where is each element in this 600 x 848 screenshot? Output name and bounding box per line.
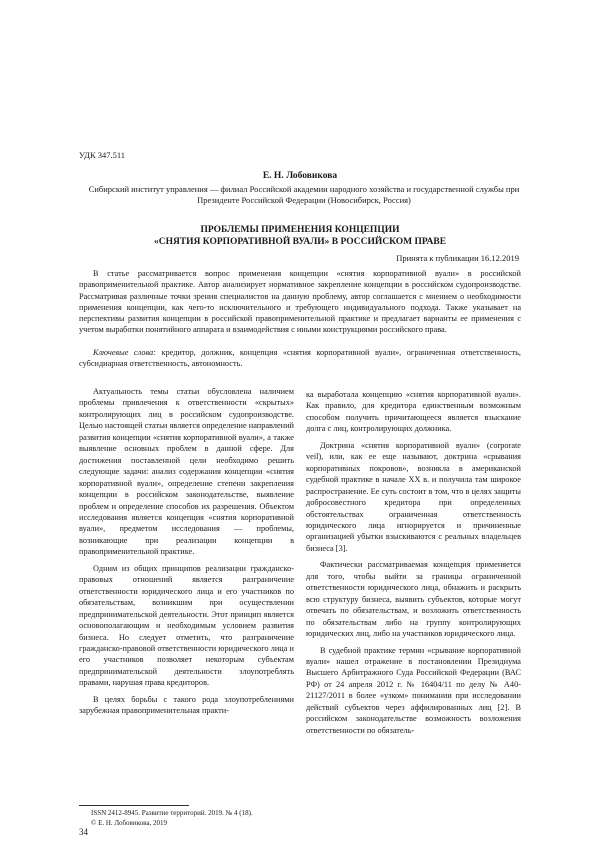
body-paragraph-continued: ка выработала концепцию «снятия корпоративной вуали». Как правило, для кредитора единственным возможным способом получить причитающееся является взыскание долга с лиц, контролирующих должника. xyxy=(306,390,521,434)
accepted-date: Принята к публикации 16.12.2019 xyxy=(396,253,519,263)
body-column-left xyxy=(79,386,294,722)
author-affiliation: Сибирский институт управления — филиал Российской академии народного хозяйства и государственной службы при Президенте Российской Федерации (Новосибирск, Россия) xyxy=(88,184,520,205)
footnote-divider xyxy=(79,805,189,806)
keywords-text: кредитор, должник, концепция «снятия корпоративной вуали», ограниченная ответственность, субсидиарная ответственность, автономность. xyxy=(79,348,521,369)
abstract: В статье рассматривается вопрос применения концепции «снятия корпоративной вуали» в российской правоприменительной практике. Автор анализирует нормативное закрепление концепции в российском судопроизводстве. Рассматривая различные точки зрения специалистов на данную проблему, автор соглашается с мнением о необходимости применения концепции, как чего-то исключительного и требующего индивидуального подхода. Также указывает на перспективы развития концепции в российской правоприменительной практике и предлагает варианты ее применения с учетом выработки понятийного аппарата и взаимодействия с иными конструкциями российского права. xyxy=(79,269,521,335)
footnote xyxy=(91,809,253,828)
body-paragraph: В целях борьбы с такого рода злоупотреблениями зарубежная правоприменительная практи- xyxy=(79,694,294,716)
udk-code: УДК 347.511 xyxy=(79,150,126,160)
title-line-2: «СНЯТИЯ КОРПОРАТИВНОЙ ВУАЛИ» В РОССИЙСКОМ ПРАВЕ xyxy=(153,237,447,247)
footnote-copyright: © Е. Н. Лобовикова, 2019 xyxy=(91,818,167,827)
body-paragraph: Фактически рассматриваемая концепция применяется для того, чтобы выйти за границы ограниченной ответственности юридического лица, обнажить и раскрыть всю структуру бизнеса, выявить субъектов, которые могут отвечать по обязательствам, и возложить ответственность по обязательствам либо на группу контролирующих юридических лиц, либо на участников юридического лица. xyxy=(306,560,521,639)
body-paragraph: Доктрина «снятия корпоративной вуали» (corporate veil), или, как ее еще называют, доктрина «срывания корпоративных покровов», возникла в американской судебной практике в начале XX в. и получила там широкое распространение. Ее суть состоит в том, что в целях защиты добросовестного кредитора при определенных обстоятельствах ограниченная ответственность юридического лица игнорируется и причиненные организацией убытки взыскиваются с реальных владельцев бизнеса [3]. xyxy=(306,440,521,553)
title-line-1: ПРОБЛЕМЫ ПРИМЕНЕНИЯ КОНЦЕПЦИИ xyxy=(200,225,400,235)
body-column-right xyxy=(306,389,521,741)
footnote-issn: ISSN 2412-8945. Развитие территорий. 2019. № 4 (18). xyxy=(91,809,253,817)
body-paragraph: Одним из общих принципов реализации гражданско-правовых отношений является разграничение ответственности юридического лица и его участников по обязательствам, возникшим при осуществлении предпринимательской деятельности. Этот принцип является основополагающим и необходимым условием развития бизнеса. Но следует отметить, что разграничение гражданско-правовой ответственности юридического лица и его участников позволяет некоторым субъектам предпринимательской деятельности злоупотреблять правами, нарушая права кредиторов. xyxy=(79,563,294,688)
author-name: Е. Н. Лобовикова xyxy=(262,171,338,181)
page-number: 34 xyxy=(79,827,88,837)
body-paragraph: В судебной практике термин «срывание корпоративной вуали» нашел отражение в постановлении Президиума Высшего Арбитражного Суда Российской Федерации (ВАС РФ) от 24 апреля 2012 г. № 16404/11 по делу № А40-21127/2011 в более «узком» понимании при исследовании действий субъектов через аффилированных лиц [2]. В российском законодательстве возможность возложения ответственности по обязатель- xyxy=(306,645,521,735)
keywords-label: Ключевые слова: xyxy=(93,348,156,357)
body-paragraph: Актуальность темы статьи обусловлена наличием проблемы привлечения к ответственности «скрытых» контролирующих лиц в российском судопроизводстве. Целью настоящей статьи является определение направлений развития концепции «снятия корпоративной вуали», а также выявление основных проблем в данной сфере. Для достижения поставленной цели необходимо решить следующие задачи: анализ содержания концепции «снятия корпоративной вуали», определение степени закрепления концепции в российском законодательстве, выявление проблем и определение способов их разрешения. Объектом исследования является концепция «снятия корпоративной вуали», предметом исследования — проблемы, возникающие при реализации концепции в правоприменительной практике. xyxy=(79,387,294,557)
article-title xyxy=(0,224,600,248)
keywords xyxy=(79,347,521,370)
